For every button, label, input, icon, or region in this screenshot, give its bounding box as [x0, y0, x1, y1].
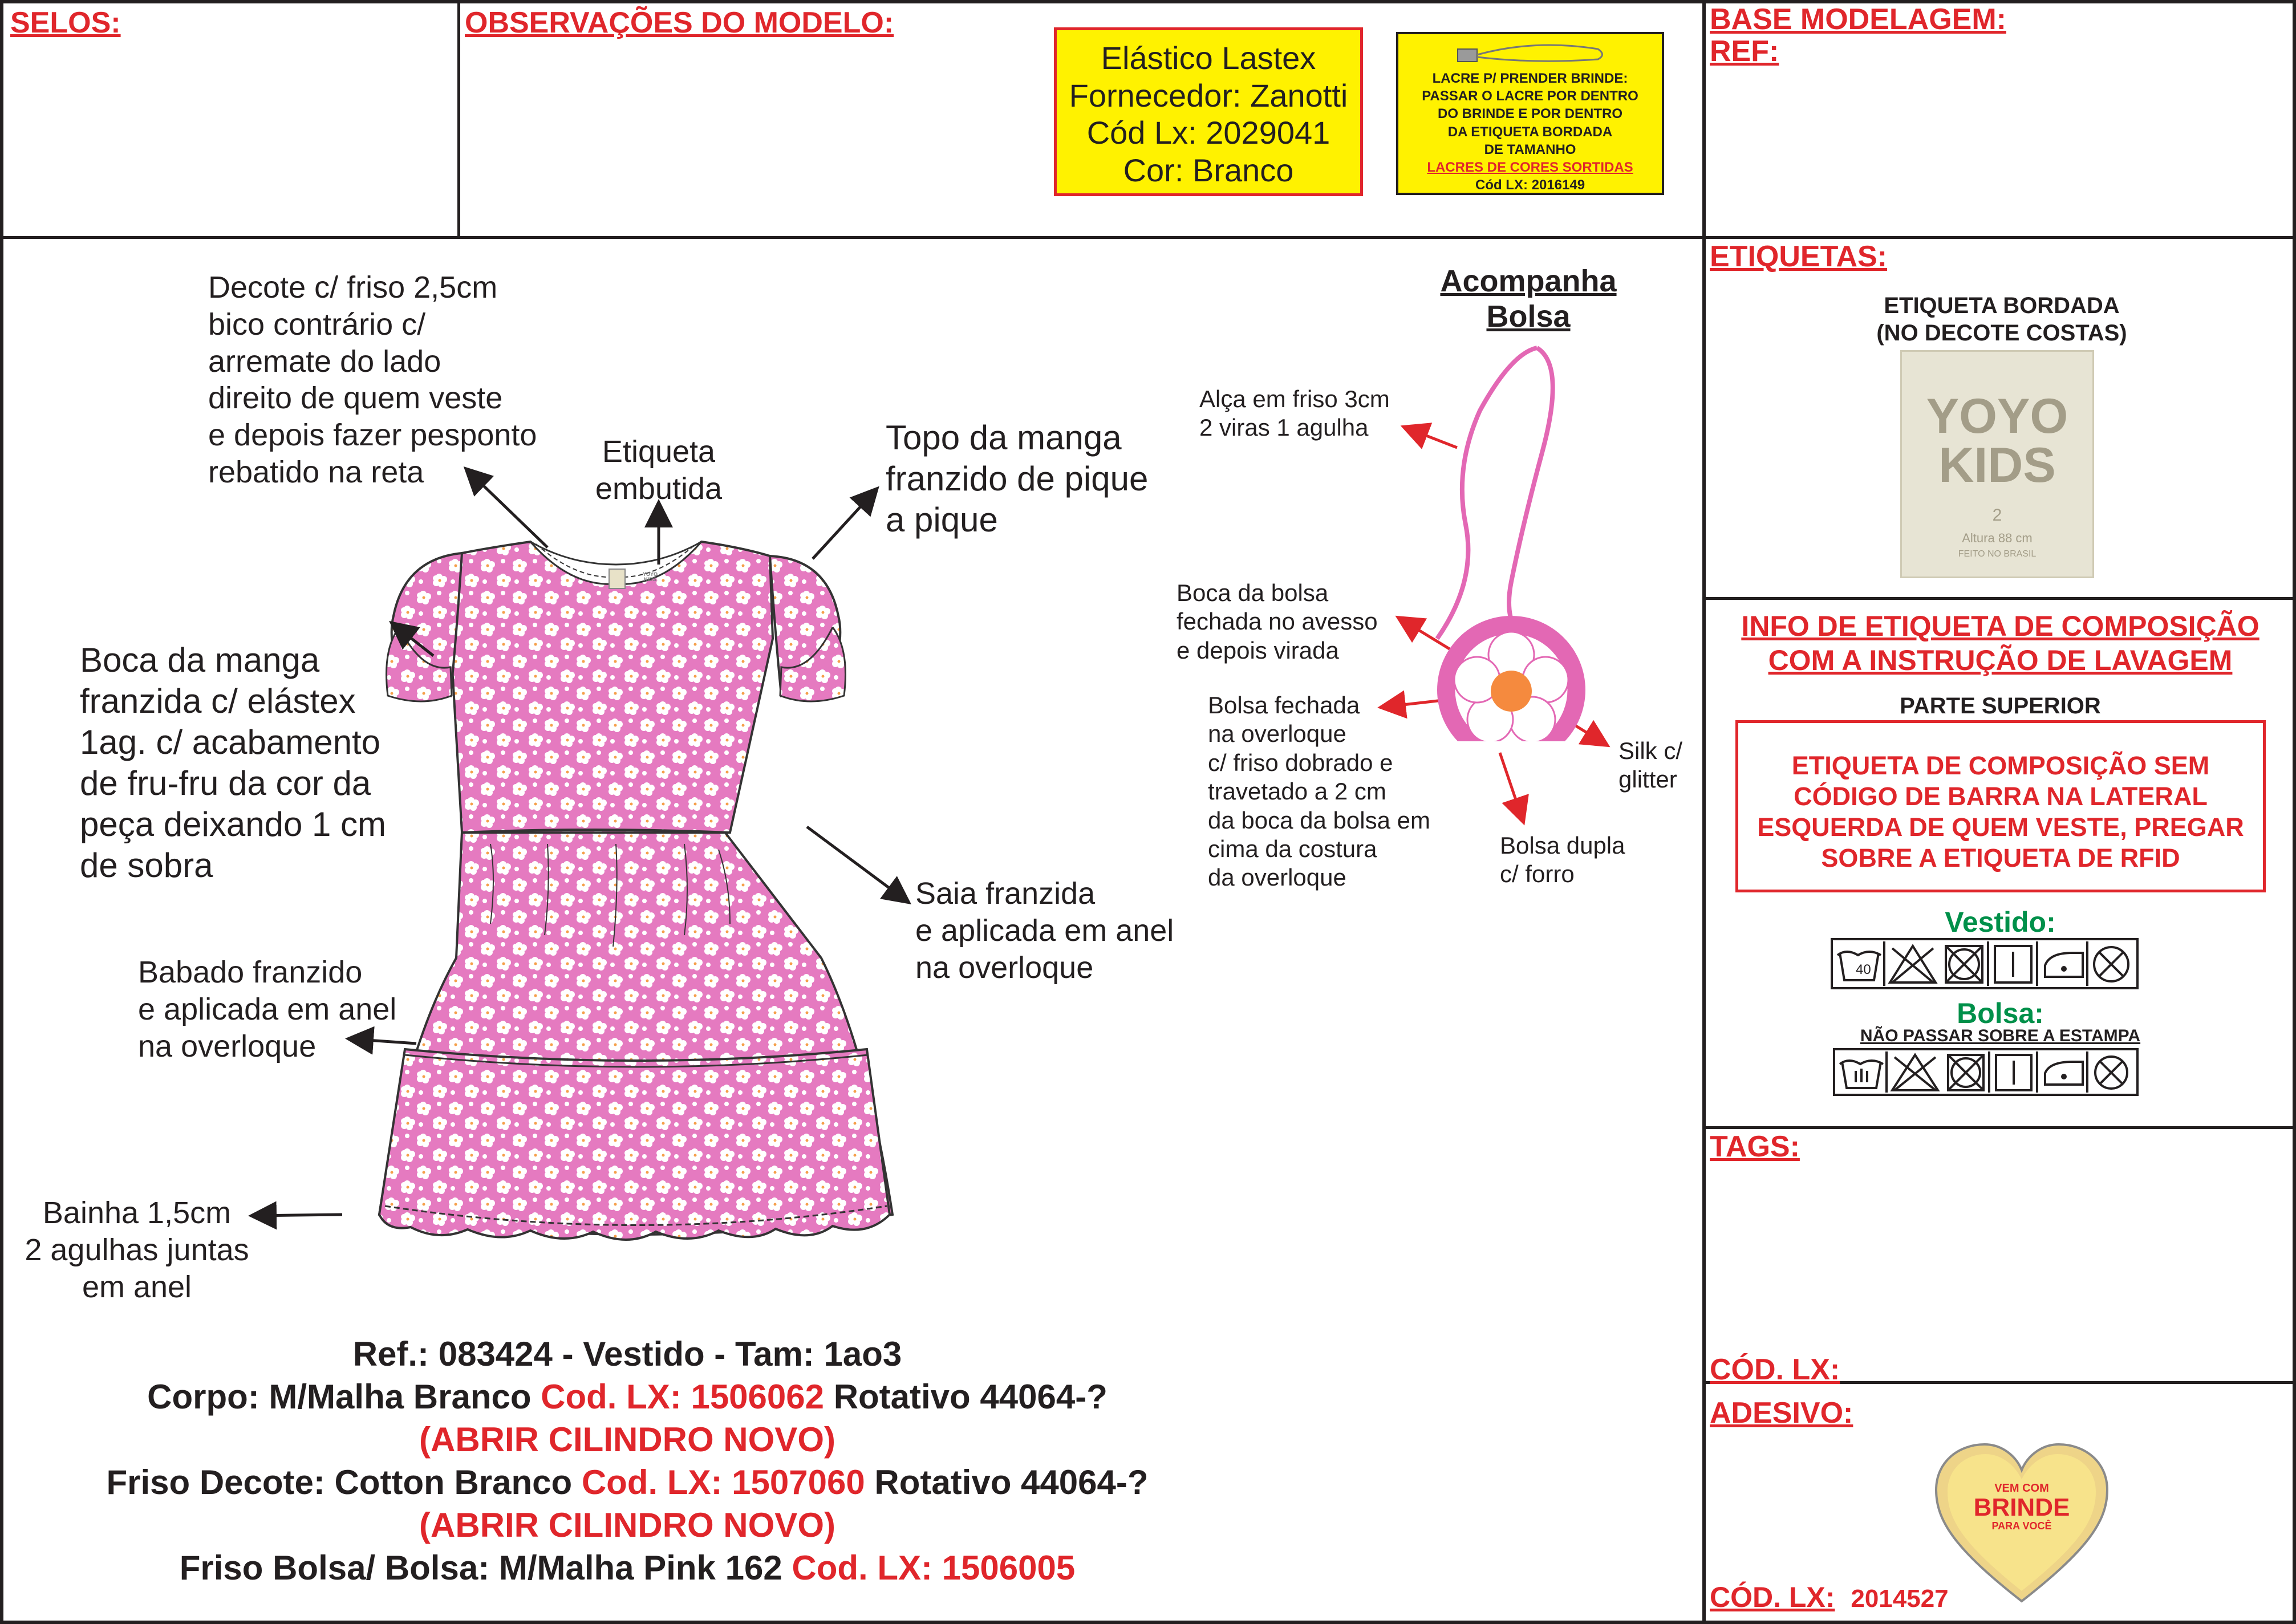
composicao-2: CÓDIGO DE BARRA NA LATERAL: [1794, 782, 2208, 811]
note-babado-3: na overloque: [138, 1029, 317, 1063]
sticker-line2: BRINDE: [1973, 1493, 2070, 1521]
lacre-line4: DA ETIQUETA BORDADA: [1447, 124, 1613, 140]
spec-abrir-1-text: (ABRIR CILINDRO NOVO): [419, 1420, 835, 1459]
spec-ref: [0, 1337, 1255, 1371]
elastic-line3: Cód Lx: 2029041: [1086, 115, 1330, 151]
sticker-text: [1962, 1483, 2082, 1532]
care-symbols-vestido-icon: [1833, 940, 2136, 987]
note-bainha-3: em anel: [82, 1269, 192, 1304]
care-row-bolsa: [1833, 1048, 2139, 1096]
right-divider-1: [1704, 236, 2295, 239]
selos-label: SELOS:: [10, 6, 121, 39]
woven-made: FEITO NO BRASIL: [1958, 549, 2037, 559]
note-bainha-1: Bainha 1,5cm: [42, 1196, 232, 1230]
spec-corpo-c: Rotativo 44064-?: [824, 1378, 1108, 1416]
base-label: BASE MODELAGEM:: [1710, 3, 2006, 36]
bag-note-silk-2: glitter: [1618, 766, 1677, 793]
bag-note-alca-2: 2 viras 1 agulha: [1199, 414, 1369, 441]
note-decote-4: direito de quem veste: [208, 381, 503, 416]
note-boca-manga: [80, 640, 386, 886]
cod-lx-label: CÓD. LX:: [1710, 1353, 1840, 1386]
right-divider-3: [1704, 1126, 2295, 1129]
note-decote-6: rebatido na reta: [208, 454, 424, 489]
vestido-label: Vestido:: [1945, 906, 2056, 938]
note-saia-2: e aplicada em anel: [915, 913, 1174, 948]
bag-title-1: Acompanha: [1440, 264, 1617, 298]
cod-lx2-value: 2014527: [1851, 1585, 1949, 1613]
care-row-vestido: [1831, 938, 2139, 989]
cod-lx2: [1710, 1581, 1949, 1614]
info-title-2: COM A INSTRUÇÃO DE LAVAGEM: [1768, 644, 2233, 676]
dress-tiny-brand1: YOYO: [642, 571, 658, 577]
note-boca-manga-2: franzida c/ elástex: [80, 682, 356, 720]
composicao-1: ETIQUETA DE COMPOSIÇÃO SEM: [1791, 751, 2210, 780]
woven-brand2: KIDS: [1938, 438, 2056, 493]
bag-note-fechada-6: cima da costura: [1208, 835, 1377, 862]
woven-height: Altura 88 cm: [1962, 531, 2033, 545]
bag-note-fechada-2: na overloque: [1208, 720, 1346, 748]
note-boca-manga-4: de fru-fru da cor da: [80, 764, 371, 802]
bolsa-note: NÃO PASSAR SOBRE A ESTAMPA: [1860, 1026, 2141, 1045]
woven-size: 2: [1992, 506, 2002, 525]
note-etiqueta-2: embutida: [595, 471, 723, 506]
composicao-3: ESQUERDA DE QUEM VESTE, PREGAR: [1757, 813, 2244, 842]
bag-note-fechada-4: travetado a 2 cm: [1208, 778, 1386, 805]
bolsa-label: Bolsa:: [1957, 997, 2044, 1029]
info-title-1: INFO DE ETIQUETA DE COMPOSIÇÃO: [1741, 610, 2260, 642]
spec-bolsa: [0, 1551, 1255, 1585]
bag-note-fechada: [1208, 691, 1430, 892]
bag-note-fechada-7: da overloque: [1208, 864, 1346, 891]
bordada-caption-2: (NO DECOTE COSTAS): [1876, 320, 2127, 346]
spec-ref-text: Ref.: 083424 - Vestido - Tam: 1ao3: [352, 1335, 902, 1373]
frame-right: [2293, 0, 2296, 1624]
note-babado-2: e aplicada em anel: [138, 992, 397, 1026]
spec-friso: [0, 1465, 1255, 1500]
spec-bolsa-a: Friso Bolsa/ Bolsa: M/Malha Pink 162: [179, 1549, 792, 1587]
note-decote-1: Decote c/ friso 2,5cm: [208, 270, 498, 304]
bag-title-2: Bolsa: [1486, 299, 1571, 334]
tags-label: TAGS:: [1710, 1130, 1800, 1163]
note-babado-1: Babado franzido: [138, 955, 363, 989]
elastic-line1: Elástico Lastex: [1101, 40, 1316, 76]
bordada-caption: [1711, 292, 2293, 347]
lacre-line2: PASSAR O LACRE POR DENTRO: [1422, 88, 1638, 104]
cod-lx2-label: CÓD. LX:: [1710, 1581, 1835, 1613]
note-decote: [208, 269, 537, 491]
note-boca-manga-3: 1ag. c/ acabamento: [80, 723, 381, 761]
obs-label: OBSERVAÇÕES DO MODELO:: [465, 6, 894, 39]
note-topo-manga-3: a pique: [886, 501, 998, 539]
spec-corpo-b: Cod. LX: 1506062: [541, 1378, 825, 1416]
spec-abrir-2: [0, 1508, 1255, 1542]
spec-friso-a: Friso Decote: Cotton Branco: [106, 1463, 582, 1501]
bag-illustration: [1414, 342, 1597, 741]
lacre-line3: DO BRINDE E POR DENTRO: [1437, 106, 1623, 122]
parte-superior: PARTE SUPERIOR: [1900, 693, 2101, 718]
spec-abrir-1: [0, 1420, 1255, 1459]
note-decote-5: e depois fazer pesponto: [208, 418, 537, 453]
bag-note-boca-2: fechada no avesso: [1177, 608, 1378, 635]
woven-label: [1900, 350, 2094, 578]
note-boca-manga-5: peça deixando 1 cm: [80, 805, 387, 843]
note-saia-3: na overloque: [915, 950, 1094, 985]
bag-note-fechada-5: da boca da bolsa em: [1208, 806, 1430, 834]
sticker-line3: PARA VOCÊ: [1991, 1520, 2052, 1532]
note-saia: [915, 875, 1174, 986]
note-topo-manga-1: Topo da manga: [886, 419, 1122, 457]
bag-note-dupla-2: c/ forro: [1500, 860, 1575, 888]
composicao-box: [1735, 720, 2266, 892]
ref-label: REF:: [1710, 35, 1779, 68]
bag-note-boca: [1177, 579, 1378, 665]
wash-temp: 40: [1856, 962, 1871, 977]
lacre-line1: LACRE P/ PRENDER BRINDE:: [1432, 71, 1628, 86]
note-etiqueta: [587, 433, 730, 508]
note-topo-manga-2: franzido de pique: [886, 460, 1149, 498]
spec-friso-c: Rotativo 44064-?: [865, 1463, 1149, 1501]
spec-corpo: [0, 1380, 1255, 1414]
bag-note-fechada-1: Bolsa fechada: [1208, 692, 1360, 718]
note-etiqueta-1: Etiqueta: [602, 435, 716, 469]
spec-bolsa-b: Cod. LX: 1506005: [792, 1549, 1076, 1587]
note-bainha-2: 2 agulhas juntas: [25, 1232, 249, 1267]
bag-note-silk: [1618, 737, 1682, 794]
bag-note-alca-1: Alça em friso 3cm: [1199, 385, 1390, 412]
note-babado: [138, 954, 396, 1065]
elastic-line4: Cor: Branco: [1123, 152, 1294, 188]
note-boca-manga-6: de sobra: [80, 846, 213, 884]
spec-corpo-a: Corpo: M/Malha Branco: [147, 1378, 541, 1416]
etiquetas-label: ETIQUETAS:: [1710, 240, 1888, 273]
bag-note-alca: [1199, 385, 1390, 442]
lacre-line5: DE TAMANHO: [1484, 141, 1576, 157]
spec-friso-b: Cod. LX: 1507060: [581, 1463, 865, 1501]
woven-brand1: YOYO: [1926, 389, 2068, 444]
bag-note-dupla-1: Bolsa dupla: [1500, 832, 1625, 859]
bag-note-dupla: [1500, 831, 1625, 889]
bag-note-fechada-3: c/ friso dobrado e: [1208, 749, 1393, 776]
lacre-line6: LACRES DE CORES SORTIDAS: [1427, 159, 1633, 175]
note-decote-3: arremate do lado: [208, 344, 441, 379]
bag-note-boca-1: Boca da bolsa: [1177, 579, 1329, 606]
note-saia-1: Saia franzida: [915, 876, 1096, 911]
sticker-line1: VEM COM: [1994, 1482, 2049, 1495]
dress-tiny-brand2: KIDS: [644, 576, 656, 582]
adesivo-label: ADESIVO:: [1710, 1396, 1853, 1430]
note-decote-2: bico contrário c/: [208, 307, 426, 342]
bag-note-boca-3: e depois virada: [1177, 636, 1339, 664]
info-title: [1708, 609, 2293, 677]
right-divider-2: [1704, 597, 2295, 600]
spec-abrir-2-text: (ABRIR CILINDRO NOVO): [419, 1506, 835, 1544]
note-topo-manga: [886, 417, 1148, 541]
elastic-line2: Fornecedor: Zanotti: [1069, 77, 1348, 113]
care-symbols-bolsa-icon: [1835, 1050, 2136, 1094]
bag-title: [1420, 263, 1637, 334]
note-bainha: [23, 1195, 251, 1305]
note-boca-manga-1: Boca da manga: [80, 641, 320, 679]
lacre-line7: Cód LX: 2016149: [1475, 177, 1585, 193]
composicao-4: SOBRE A ETIQUETA DE RFID: [1821, 843, 2180, 872]
bag-note-silk-1: Silk c/: [1618, 737, 1683, 764]
bordada-caption-1: ETIQUETA BORDADA: [1884, 293, 2120, 318]
